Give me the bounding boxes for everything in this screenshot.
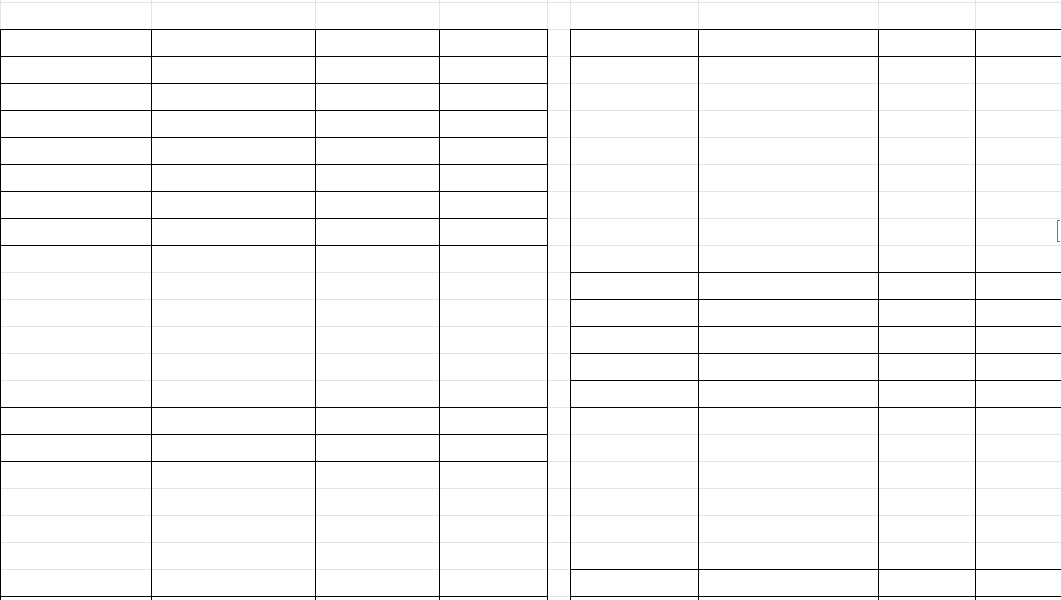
column-header-name[interactable]: [151, 30, 315, 57]
cell-boat-type[interactable]: [878, 57, 975, 84]
cell-time[interactable]: [570, 246, 698, 273]
cell-place[interactable]: [975, 516, 1061, 543]
grid-line: [570, 29, 1061, 30]
cell-boat-type[interactable]: [315, 489, 439, 516]
grid-line: [570, 272, 571, 299]
grid-line: [975, 380, 976, 569]
cell-boat-type[interactable]: [315, 354, 439, 381]
cell-name[interactable]: [698, 192, 878, 219]
grid-line: [975, 299, 976, 326]
cell-place[interactable]: [975, 219, 1061, 246]
grid-line: [878, 29, 879, 272]
grid-line: [0, 83, 1, 110]
grid-line: [0, 569, 1, 600]
grid-line: [0, 218, 1, 407]
column-header-boat-type[interactable]: [315, 30, 439, 57]
cell-boat-type[interactable]: [315, 57, 439, 84]
grid-line: [439, 407, 440, 434]
cell-name[interactable]: [151, 354, 315, 381]
grid-line: [975, 272, 976, 299]
cell-boat-type[interactable]: [878, 408, 975, 435]
grid-line: [315, 218, 316, 407]
grid-line: [547, 110, 548, 137]
grid-line: [151, 191, 152, 218]
cell-name[interactable]: [698, 516, 878, 543]
cell-boat-type[interactable]: [878, 489, 975, 516]
cell-time[interactable]: [570, 435, 698, 462]
grid-line: [0, 164, 547, 165]
grid-line: [0, 137, 1, 191]
grid-line: [439, 83, 440, 110]
grid-line: [0, 137, 547, 138]
cell-name[interactable]: [151, 57, 315, 84]
cell-boat-type[interactable]: [878, 165, 975, 192]
cell-place[interactable]: [439, 165, 547, 192]
cell-place[interactable]: [439, 300, 547, 327]
cell-name[interactable]: [151, 273, 315, 300]
column-header-name[interactable]: [151, 219, 315, 246]
grid-line: [547, 191, 548, 218]
cell-boat-type[interactable]: [315, 543, 439, 570]
grid-line: [570, 299, 1061, 300]
grid-line: [698, 380, 699, 569]
column-header-place[interactable]: [439, 435, 547, 462]
grid-line: [0, 407, 547, 408]
grid-line: [0, 83, 547, 84]
cell-place[interactable]: [439, 462, 547, 489]
column-header-boat-type[interactable]: [315, 138, 439, 165]
cell-time[interactable]: [570, 462, 698, 489]
grid-line: [151, 569, 152, 600]
cell-place[interactable]: [439, 246, 547, 273]
cell-time[interactable]: [0, 570, 151, 597]
cell-time[interactable]: [570, 84, 698, 111]
cell-place[interactable]: [975, 84, 1061, 111]
column-header-place[interactable]: [439, 30, 547, 57]
cell-boat-type[interactable]: [878, 246, 975, 273]
cell-name[interactable]: [698, 408, 878, 435]
cell-time[interactable]: [570, 516, 698, 543]
sheet-heading[interactable]: [0, 3, 151, 30]
grid-line: [0, 596, 547, 597]
grid-line: [439, 218, 440, 407]
grid-line: [151, 407, 152, 434]
grid-line: [878, 326, 879, 353]
cell-place[interactable]: [975, 165, 1061, 192]
grid-line: [975, 353, 976, 380]
cell-place[interactable]: [439, 273, 547, 300]
cell-time[interactable]: [570, 408, 698, 435]
cell-place[interactable]: [439, 489, 547, 516]
grid-line: [878, 380, 879, 569]
cell-name[interactable]: [698, 165, 878, 192]
cell-time[interactable]: [0, 300, 151, 327]
cell-name[interactable]: [151, 84, 315, 111]
cell-time[interactable]: [0, 516, 151, 543]
cell-time[interactable]: [0, 246, 151, 273]
cell-name[interactable]: [151, 381, 315, 408]
cell-name[interactable]: [151, 300, 315, 327]
cell-place[interactable]: [975, 111, 1061, 138]
grid-line: [0, 245, 547, 246]
grid-line: [0, 461, 547, 462]
grid-line: [975, 29, 976, 272]
grid-line: [0, 110, 547, 111]
grid-line: [570, 380, 1061, 381]
cell-name[interactable]: [151, 543, 315, 570]
grid-line: [0, 56, 547, 57]
cell-boat-type[interactable]: [315, 570, 439, 597]
grid-line: [570, 353, 1061, 354]
cell-place[interactable]: [439, 327, 547, 354]
cell-time[interactable]: [0, 489, 151, 516]
grid-line: [570, 56, 1061, 57]
cell-boat-type[interactable]: [878, 192, 975, 219]
cell-boat-type[interactable]: [878, 462, 975, 489]
grid-line: [878, 299, 879, 326]
grid-line: [698, 353, 699, 380]
column-header-place[interactable]: [439, 219, 547, 246]
grid-line: [315, 191, 316, 218]
cell-boat-type[interactable]: [315, 84, 439, 111]
cell-place[interactable]: [975, 246, 1061, 273]
cell-name[interactable]: [698, 435, 878, 462]
column-header-boat-type[interactable]: [878, 381, 975, 408]
cell-boat-type[interactable]: [315, 381, 439, 408]
cell-time[interactable]: [570, 165, 698, 192]
cell-time[interactable]: [0, 462, 151, 489]
cell-place[interactable]: [975, 192, 1061, 219]
cell-time[interactable]: [0, 354, 151, 381]
grid-line: [547, 83, 548, 110]
cell-time[interactable]: [570, 489, 698, 516]
cell-place[interactable]: [439, 84, 547, 111]
grid-line: [547, 407, 548, 434]
section-title-masters-60[interactable]: [570, 30, 698, 57]
cell-boat-type[interactable]: [878, 111, 975, 138]
cell-name[interactable]: [698, 462, 878, 489]
cell-place[interactable]: [439, 543, 547, 570]
cell-boat-type[interactable]: [878, 516, 975, 543]
grid-line: [698, 326, 699, 353]
column-header-name[interactable]: [698, 381, 878, 408]
cell-place[interactable]: [439, 570, 547, 597]
grid-line: [570, 326, 1061, 327]
grid-line: [315, 110, 316, 137]
grid-line: [0, 110, 1, 137]
cell-name[interactable]: [698, 246, 878, 273]
column-header-place[interactable]: [975, 381, 1061, 408]
grid-line: [878, 272, 879, 299]
grid-line: [570, 353, 571, 380]
cell-name[interactable]: [698, 543, 878, 570]
cell-name[interactable]: [151, 462, 315, 489]
column-header-name[interactable]: [698, 30, 878, 57]
cell-place[interactable]: [975, 138, 1061, 165]
cell-boat-type[interactable]: [878, 435, 975, 462]
grid-line: [151, 218, 152, 407]
cell-place[interactable]: [975, 57, 1061, 84]
column-header-boat-type[interactable]: [315, 219, 439, 246]
grid-line: [0, 191, 1, 218]
grid-line: [698, 272, 699, 299]
cell-place[interactable]: [439, 381, 547, 408]
section-title-masters-50[interactable]: [0, 435, 151, 462]
cell-time[interactable]: [0, 273, 151, 300]
grid-line: [439, 191, 440, 218]
grid-line: [439, 569, 440, 600]
grid-line: [698, 29, 699, 272]
grid-line: [698, 299, 699, 326]
cell-time[interactable]: [570, 543, 698, 570]
grid-line: [0, 218, 547, 219]
cell-time[interactable]: [0, 165, 151, 192]
grid-line: [315, 569, 316, 600]
grid-line: [570, 272, 1061, 273]
column-header-name[interactable]: [151, 138, 315, 165]
grid-line: [151, 83, 152, 110]
cell-place[interactable]: [975, 543, 1061, 570]
cell-name[interactable]: [151, 570, 315, 597]
cell-time[interactable]: [570, 219, 698, 246]
cell-place[interactable]: [439, 354, 547, 381]
cell-boat-type[interactable]: [315, 273, 439, 300]
cell-name[interactable]: [698, 219, 878, 246]
grid-line: [315, 407, 316, 434]
grid-line: [570, 407, 1061, 408]
cell-time[interactable]: [570, 192, 698, 219]
cell-name[interactable]: [698, 138, 878, 165]
cell-boat-type[interactable]: [315, 165, 439, 192]
grid-line: [0, 434, 547, 435]
grid-line: [0, 407, 1, 434]
selection-edge-indicator: [1057, 220, 1060, 242]
grid-line: [0, 2, 1061, 3]
grid-line: [547, 137, 548, 191]
cell-name[interactable]: [151, 165, 315, 192]
cell-boat-type[interactable]: [878, 138, 975, 165]
cell-time[interactable]: [0, 57, 151, 84]
cell-boat-type[interactable]: [878, 543, 975, 570]
cell-time[interactable]: [0, 84, 151, 111]
cell-place[interactable]: [439, 516, 547, 543]
cell-name[interactable]: [698, 57, 878, 84]
cell-boat-type[interactable]: [315, 516, 439, 543]
column-header-place[interactable]: [975, 30, 1061, 57]
cell-time[interactable]: [0, 543, 151, 570]
cell-boat-type[interactable]: [315, 462, 439, 489]
cell-name[interactable]: [151, 246, 315, 273]
cell-name[interactable]: [151, 327, 315, 354]
section-title-masters-70[interactable]: [570, 381, 698, 408]
grid-line: [0, 191, 547, 192]
cell-place[interactable]: [975, 408, 1061, 435]
grid-line: [570, 569, 1061, 570]
section-title-open[interactable]: [0, 138, 151, 165]
column-header-boat-type[interactable]: [878, 30, 975, 57]
cell-time[interactable]: [570, 111, 698, 138]
column-header-place[interactable]: [439, 138, 547, 165]
section-title-junior[interactable]: [0, 30, 151, 57]
column-header-name[interactable]: [151, 435, 315, 462]
grid-line: [0, 29, 547, 30]
cell-place[interactable]: [975, 462, 1061, 489]
cell-name[interactable]: [151, 489, 315, 516]
cell-place[interactable]: [439, 57, 547, 84]
cell-boat-type[interactable]: [878, 84, 975, 111]
grid-line: [975, 326, 976, 353]
cell-name[interactable]: [698, 489, 878, 516]
grid-line: [315, 137, 316, 191]
cell-name[interactable]: [698, 111, 878, 138]
cell-time[interactable]: [0, 381, 151, 408]
grid-line: [878, 353, 879, 380]
grid-line: [570, 596, 1061, 597]
cell-boat-type[interactable]: [315, 300, 439, 327]
grid-line: [439, 110, 440, 137]
column-header-boat-type[interactable]: [315, 435, 439, 462]
grid-line: [547, 218, 548, 407]
grid-line: [570, 29, 571, 272]
cell-place[interactable]: [975, 435, 1061, 462]
cell-time[interactable]: [0, 327, 151, 354]
grid-line: [151, 137, 152, 191]
cell-boat-type[interactable]: [878, 219, 975, 246]
grid-line: [315, 83, 316, 110]
grid-line: [570, 326, 571, 353]
grid-line: [570, 380, 571, 569]
cell-name[interactable]: [151, 516, 315, 543]
grid-line: [439, 137, 440, 191]
grid-line: [570, 299, 571, 326]
cell-name[interactable]: [698, 84, 878, 111]
cell-time[interactable]: [570, 138, 698, 165]
grid-line: [547, 569, 548, 600]
section-title-masters-40[interactable]: [0, 219, 151, 246]
cell-boat-type[interactable]: [315, 327, 439, 354]
cell-boat-type[interactable]: [315, 246, 439, 273]
cell-time[interactable]: [570, 57, 698, 84]
grid-line: [151, 110, 152, 137]
cell-place[interactable]: [975, 489, 1061, 516]
